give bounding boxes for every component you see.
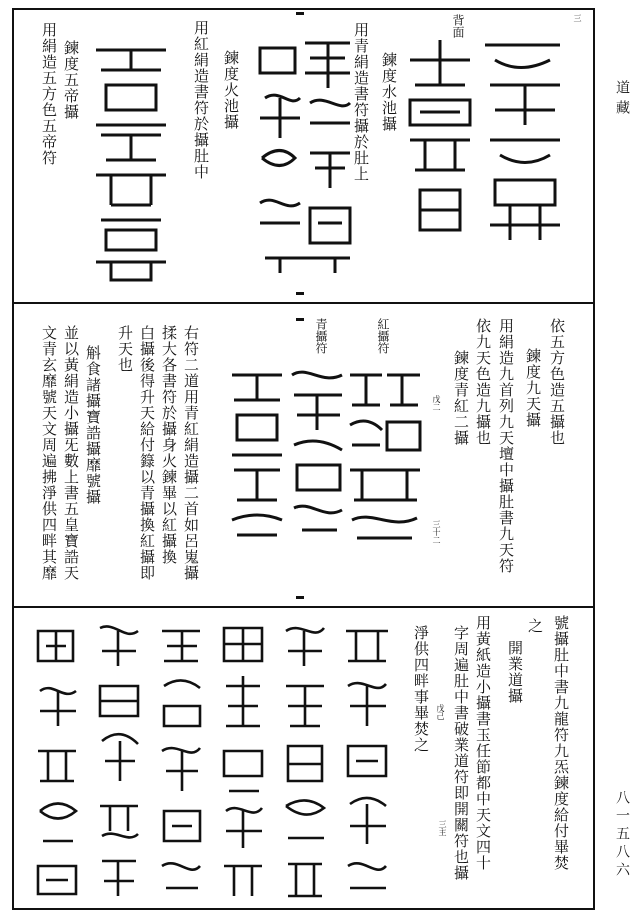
text-column: 號攝肚中書九龍符九炁鍊度給付畢焚: [552, 615, 570, 871]
text-column: 用絹造五方色五帝符: [40, 22, 58, 166]
cut-mark: [296, 318, 304, 321]
text-column: 用青絹造書符攝於肚上: [352, 22, 370, 182]
talisman-red-banner: [342, 360, 427, 550]
text-column: 青攝符: [314, 318, 328, 354]
small-note: 戊己: [436, 704, 445, 720]
text-column: 鍊度五帝攝: [62, 40, 80, 120]
cut-mark: [296, 292, 304, 295]
text-column: 紅攝符: [376, 318, 390, 354]
talisman-fire-pool: [250, 28, 360, 278]
text-column: 字周遍肚中書破業道符即開關符也攝: [452, 625, 470, 881]
talisman-five-emperors: [86, 40, 176, 290]
text-column: 右符二道用青紅絹造攝二首如呂嵬攝: [182, 325, 200, 581]
text-column: 白攝後得升天給付籙以青攝換紅攝即: [138, 325, 156, 581]
panel-divider-lower: [12, 606, 595, 608]
seal-script-inscription: [28, 616, 408, 906]
text-column: 鍊度九天攝: [524, 348, 542, 428]
text-column: 用紅絹造書符於攝肚中: [192, 20, 210, 180]
text-column: 依九天色造九攝也: [474, 318, 492, 446]
text-column: 鍊度火池攝: [222, 50, 240, 130]
text-column: 鍊度青紅二攝: [452, 350, 470, 446]
cut-mark: [296, 596, 304, 599]
small-note: 戊二: [432, 395, 441, 411]
text-column: 揉大各書符於攝身火鍊畢以紅攝換: [160, 325, 178, 565]
text-column: 升天也: [116, 325, 134, 373]
text-column: 開業道攝: [506, 640, 524, 704]
page-marker: 三: [573, 14, 582, 22]
talisman-water-pool: [400, 30, 570, 250]
text-column: 淨供四畔事畢焚之: [412, 625, 430, 753]
talisman-blue-banner: [222, 360, 352, 550]
text-column: 之: [526, 618, 544, 634]
text-column: 用絹造九首列九天壇中攝肚書九天符: [497, 318, 515, 574]
text-column: 鍊度水池攝: [380, 52, 398, 132]
text-column: 文青玄靡號天文周遍拂淨供四畔其靡: [40, 325, 58, 581]
margin-page-number: 八一五八六: [614, 790, 630, 880]
text-column: 用黃紙造小攝書玉任節都中天文四十: [474, 615, 492, 871]
text-column: 依五方色造五攝也: [548, 318, 566, 446]
small-note: 三十二: [432, 520, 441, 544]
text-column: 並以黃絹造小攝旡數上書五皇寶誥天: [62, 325, 80, 581]
margin-title: 道藏: [614, 80, 630, 120]
small-note: 三主: [438, 820, 447, 836]
text-column: 斛食諸攝寶誥攝靡號攝: [84, 345, 102, 505]
cut-mark: [296, 12, 304, 15]
panel-divider-upper: [12, 302, 595, 304]
text-column: 背面: [451, 14, 465, 38]
